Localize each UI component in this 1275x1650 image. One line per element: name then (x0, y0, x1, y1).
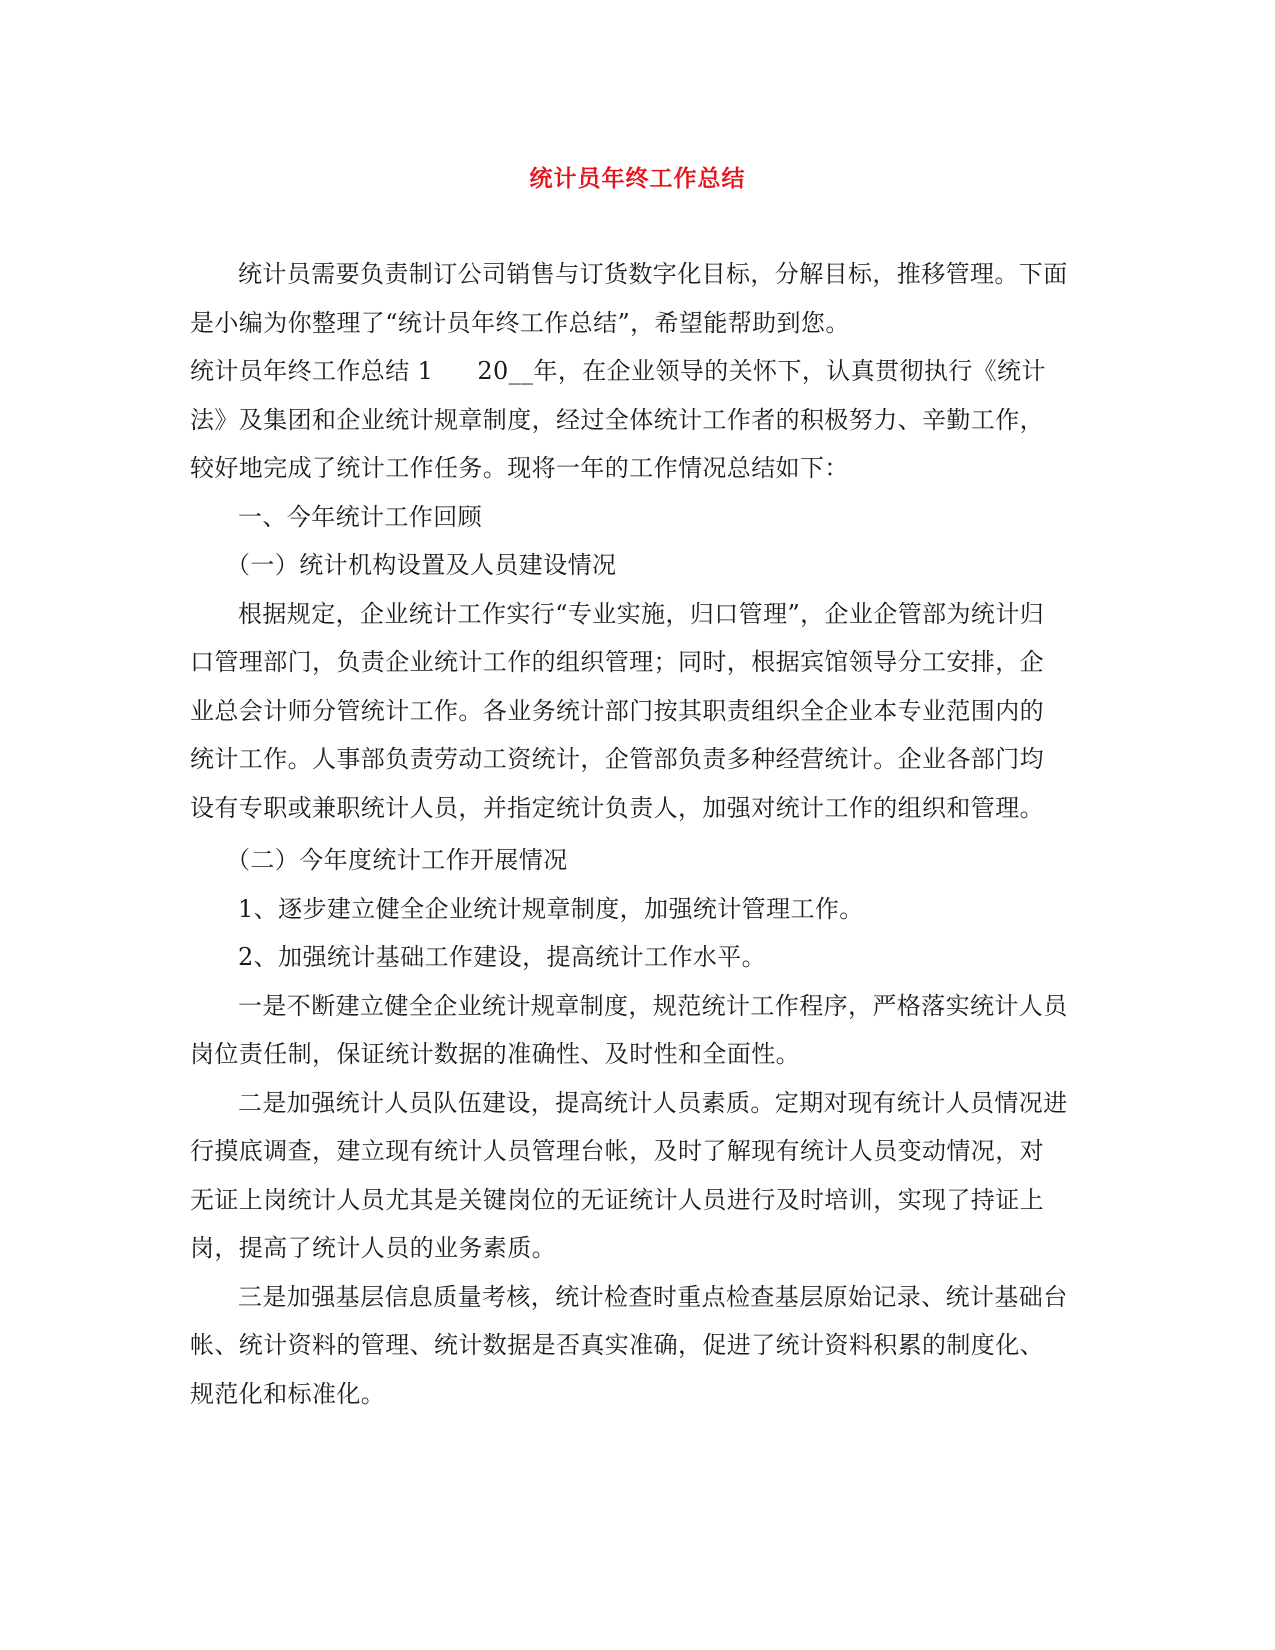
document-title: 统计员年终工作总结 (529, 166, 746, 192)
part-1-heading: 一、今年统计工作回顾 (238, 502, 482, 531)
item-1: 1、逐步建立健全企业统计规章制度，加强统计管理工作。 (238, 894, 864, 923)
sub-2-heading: （二）今年度统计工作开展情况 (226, 846, 568, 874)
section-opening: 20__年，在企业领导的关怀下，认真贯彻执行《统计法》及集团和企业统计规章制度，经过全体统计工作者的积极努力、辛勤工作，较好地完成了统计工作任务。现将一年的工作情况总结如下： (190, 357, 1046, 482)
section-1-paragraph (190, 347, 1068, 493)
section-heading: 统计员年终工作总结 1 (190, 357, 434, 385)
sub-1-heading: （一）统计机构设置及人员建设情况 (226, 551, 617, 579)
document-body (190, 250, 1068, 1418)
point-3: 三是加强基层信息质量考核，统计检查时重点检查基层原始记录、统计基础台帐、统计资料的管理、统计数据是否真实准确，促进了统计资料积累的制度化、规范化和标准化。 (190, 1282, 1068, 1408)
point-1: 一是不断建立健全企业统计规章制度，规范统计工作程序，严格落实统计人员岗位责任制，保证统计数据的准确性、及时性和全面性。 (190, 991, 1068, 1068)
item-2: 2、加强统计基础工作建设，提高统计工作水平。 (238, 943, 767, 971)
point-2: 二是加强统计人员队伍建设，提高统计人员素质。定期对现有统计人员情况进行摸底调查，建立现有统计人员管理台帐，及时了解现有统计人员变动情况，对无证上岗统计人员尤其是关键岗位的无证统计人员进行及时培训，实现了持证上岗，提高了统计人员的业务素质。 (190, 1088, 1068, 1262)
intro-paragraph: 统计员需要负责制订公司销售与订货数字化目标，分解目标，推移管理。下面是小编为你整理了“统计员年终工作总结”，希望能帮助到您。 (190, 260, 1068, 337)
sub-1-body: 根据规定，企业统计工作实行“专业实施，归口管理”，企业企管部为统计归口管理部门，负责企业统计工作的组织管理；同时，根据宾馆领导分工安排，企业总会计师分管统计工作。各业务统计部门按其职责组织全企业本专业范围内的统计工作。人事部负责劳动工资统计，企管部负责多种经营统计。企业各部门均设有专职或兼职统计人员，并指定统计负责人，加强对统计工作的组织和管理。 (190, 599, 1045, 822)
